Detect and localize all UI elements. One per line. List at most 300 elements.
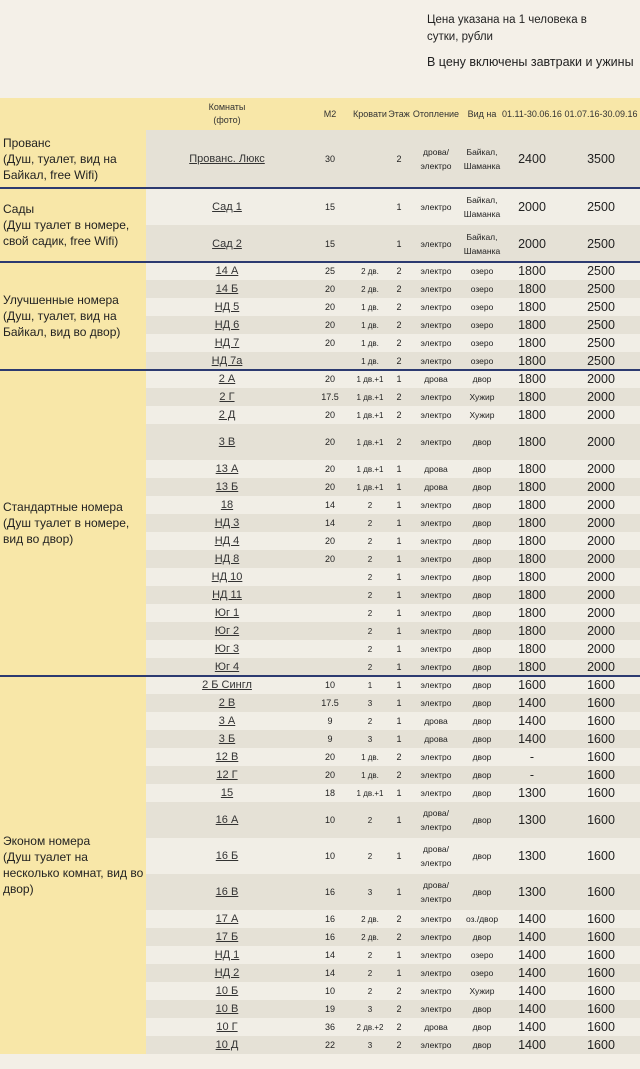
price-period2-cell: 2500 <box>587 336 615 350</box>
price-period2-cell <box>562 676 640 694</box>
room-name-link[interactable]: Юг 1 <box>214 607 240 619</box>
view-cell: двор <box>472 572 492 582</box>
price-period1-cell: 1800 <box>518 462 546 476</box>
category-label: Сады (Душ туалет в номере, свой садик, free Wifi) <box>3 202 130 248</box>
view-cell <box>462 658 502 676</box>
beds-cell: 2 дв. <box>361 914 379 924</box>
heating-cell <box>410 514 462 532</box>
beds-cell: 2 дв. <box>361 932 379 942</box>
price-period2-cell: 1600 <box>587 786 615 800</box>
beds-cell <box>352 334 388 352</box>
heating-cell: электро <box>420 356 452 366</box>
room-name-link[interactable]: 10 Г <box>216 1021 238 1033</box>
room-name-link[interactable]: НД 11 <box>212 589 242 601</box>
room-name-link[interactable]: 16 В <box>215 886 239 898</box>
view-cell <box>462 514 502 532</box>
price-period1-cell: 1800 <box>518 624 546 638</box>
price-period2-cell <box>562 946 640 964</box>
heating-cell <box>410 910 462 928</box>
room-name-link[interactable]: 2 Г <box>219 391 235 403</box>
price-period1-cell: 1400 <box>518 732 546 746</box>
room-name-cell <box>146 838 308 874</box>
area-cell <box>308 784 352 802</box>
price-period2-cell: 2500 <box>587 282 615 296</box>
floor-cell <box>388 550 410 568</box>
heating-cell <box>410 1000 462 1018</box>
price-note: Цена указана на 1 человека в сутки, рубли <box>427 14 587 43</box>
room-name-link[interactable]: Юг 4 <box>214 661 240 673</box>
area-cell: 10 <box>324 986 335 996</box>
beds-cell <box>352 424 388 460</box>
price-period1-cell <box>502 262 562 280</box>
room-name-link[interactable]: НД 4 <box>214 535 240 547</box>
room-name-link[interactable]: 13 А <box>215 463 239 475</box>
view-cell: двор <box>472 464 492 474</box>
heating-cell <box>410 784 462 802</box>
price-period1-cell <box>502 766 562 784</box>
room-name-link[interactable]: 14 А <box>215 265 239 277</box>
beds-cell: 2 <box>367 815 373 825</box>
room-name-link[interactable]: 2 А <box>218 373 236 385</box>
room-name-link[interactable]: НД 5 <box>214 301 240 313</box>
heating-cell <box>410 388 462 406</box>
beds-cell: 2 дв. <box>361 266 379 276</box>
heating-cell <box>410 694 462 712</box>
price-period1-cell <box>502 874 562 910</box>
floor-cell <box>388 712 410 730</box>
room-name-link[interactable]: 14 Б <box>215 283 239 295</box>
heating-cell: дрова <box>424 464 448 474</box>
price-period2-cell <box>562 766 640 784</box>
room-name-link[interactable]: 2 Д <box>218 409 236 421</box>
heating-cell <box>410 334 462 352</box>
price-period1-cell <box>502 676 562 694</box>
room-name-link[interactable]: 2 Б Сингл <box>202 679 252 691</box>
room-name-cell <box>146 910 308 928</box>
room-name-cell <box>146 334 308 352</box>
floor-cell: 2 <box>396 392 402 402</box>
price-period1-cell <box>502 424 562 460</box>
price-period1-cell: 1800 <box>518 300 546 314</box>
header-beds: Кровати <box>353 108 387 119</box>
floor-cell <box>388 694 410 712</box>
view-cell: двор <box>472 437 492 447</box>
price-period2-cell <box>562 1036 640 1054</box>
beds-cell: 2 <box>367 716 373 726</box>
price-period1-cell: 1800 <box>518 354 546 368</box>
price-period1-cell: 1800 <box>518 372 546 386</box>
beds-cell: 1 дв. <box>361 302 379 312</box>
price-period1-cell: 1800 <box>518 480 546 494</box>
room-name-cell <box>146 946 308 964</box>
price-period1-cell: 1800 <box>518 516 546 530</box>
area-cell: 20 <box>324 482 335 492</box>
heating-cell: электро <box>420 201 452 212</box>
view-cell: Хужир <box>469 392 495 402</box>
price-period2-cell <box>562 928 640 946</box>
room-name-link[interactable]: 12 В <box>215 751 239 763</box>
beds-cell: 3 <box>367 887 373 897</box>
beds-cell: 2 <box>367 950 373 960</box>
view-cell: озеро <box>470 266 494 276</box>
category-label: Прованс (Душ, туалет, вид на Байкал, free Wifi) <box>3 136 117 182</box>
room-name-link[interactable]: 10 Б <box>215 985 239 997</box>
floor-cell: 2 <box>396 986 402 996</box>
room-name-link[interactable]: 2 В <box>218 697 236 709</box>
room-name-cell <box>146 532 308 550</box>
view-cell: Хужир <box>469 986 495 996</box>
room-name-link[interactable]: 3 В <box>218 436 236 448</box>
view-cell <box>462 1000 502 1018</box>
room-name-link[interactable]: Юг 3 <box>214 643 240 655</box>
room-name-cell <box>146 712 308 730</box>
category-label: Эконом номера (Душ туалет на несколько комнат, вид во двор) <box>3 834 144 896</box>
room-name-link[interactable]: 13 Б <box>215 481 239 493</box>
beds-cell: 2 <box>367 662 373 672</box>
price-period2-cell: 2500 <box>587 236 615 251</box>
price-period1-cell <box>502 188 562 225</box>
floor-cell <box>388 946 410 964</box>
room-name-link[interactable]: НД 1 <box>214 949 240 961</box>
price-period2-cell <box>562 910 640 928</box>
beds-cell <box>352 550 388 568</box>
price-period2-cell <box>562 514 640 532</box>
price-period1-cell <box>502 225 562 262</box>
price-period2-cell <box>562 874 640 910</box>
room-name-link[interactable]: 15 <box>220 787 234 799</box>
heating-cell: дрова/ электро <box>420 880 452 904</box>
beds-cell <box>352 568 388 586</box>
room-name-link[interactable]: 16 А <box>215 814 239 826</box>
price-period2-cell: 1600 <box>587 912 615 926</box>
floor-cell: 1 <box>396 500 402 510</box>
view-cell <box>462 568 502 586</box>
floor-cell <box>388 766 410 784</box>
floor-cell: 2 <box>396 932 402 942</box>
beds-cell <box>352 838 388 874</box>
view-cell: двор <box>472 626 492 636</box>
view-cell: двор <box>472 788 492 798</box>
beds-cell <box>352 874 388 910</box>
heating-cell <box>410 225 462 262</box>
category-label: Улучшенные номера (Душ, туалет, вид на Байкал, вид во двор) <box>3 293 121 339</box>
room-name-link[interactable]: НД 7 <box>214 337 240 349</box>
area-cell: 10 <box>324 851 335 861</box>
heating-cell <box>410 838 462 874</box>
heating-cell <box>410 352 462 370</box>
area-cell: 10 <box>324 680 335 690</box>
room-name-cell <box>146 784 308 802</box>
room-name-link[interactable]: Прованс. Люкс <box>189 153 265 165</box>
price-period1-cell: 2400 <box>518 152 546 166</box>
price-period2-cell: 2000 <box>587 534 615 548</box>
view-cell <box>462 766 502 784</box>
heating-cell: дрова <box>424 1022 448 1032</box>
floor-cell: 2 <box>396 284 402 294</box>
room-name-link[interactable]: 12 Г <box>216 769 238 781</box>
heating-cell <box>410 676 462 694</box>
price-period1-cell <box>502 964 562 982</box>
room-name-link[interactable]: 16 Б <box>215 850 239 862</box>
floor-cell <box>388 730 410 748</box>
floor-cell <box>388 784 410 802</box>
price-period1-cell <box>502 460 562 478</box>
room-name-link[interactable]: 10 Д <box>215 1039 239 1051</box>
heating-cell <box>410 568 462 586</box>
beds-cell: 2 <box>367 572 373 582</box>
floor-cell: 1 <box>396 734 402 744</box>
price-period1-cell <box>502 586 562 604</box>
area-cell <box>308 838 352 874</box>
heating-cell: электро <box>420 680 452 690</box>
heating-cell: дрова <box>424 374 448 384</box>
area-cell <box>308 712 352 730</box>
room-name-link[interactable]: НД 2 <box>214 967 240 979</box>
beds-cell: 1 дв. <box>361 752 379 762</box>
price-period1-cell: - <box>529 768 535 782</box>
heating-cell: электро <box>420 554 452 564</box>
area-cell: 17.5 <box>321 392 339 402</box>
view-cell: двор <box>472 851 492 861</box>
price-period2-cell: 2500 <box>587 300 615 314</box>
price-period2-cell: 1600 <box>587 714 615 728</box>
heating-cell <box>410 604 462 622</box>
beds-cell: 3 <box>367 1004 373 1014</box>
area-cell <box>308 694 352 712</box>
header-m2: М2 <box>323 108 337 119</box>
price-period1-cell: 1800 <box>518 318 546 332</box>
heating-cell: электро <box>420 914 452 924</box>
beds-cell <box>352 622 388 640</box>
heating-cell <box>410 982 462 1000</box>
price-period2-cell <box>562 748 640 766</box>
area-cell <box>308 766 352 784</box>
beds-cell: 3 <box>367 1040 373 1050</box>
floor-cell: 2 <box>396 356 402 366</box>
view-cell <box>462 784 502 802</box>
price-period2-cell: 2000 <box>587 435 615 449</box>
view-cell: озеро <box>470 338 494 348</box>
beds-cell <box>352 712 388 730</box>
floor-cell: 2 <box>396 1040 402 1050</box>
heating-cell: дрова <box>424 482 448 492</box>
room-name-link[interactable]: 17 Б <box>215 931 239 943</box>
room-name-link[interactable]: НД 3 <box>214 517 240 529</box>
area-cell: 20 <box>324 464 335 474</box>
beds-cell: 2 <box>367 626 373 636</box>
area-cell: 10 <box>324 815 335 825</box>
area-cell <box>308 406 352 424</box>
view-cell: двор <box>472 815 492 825</box>
beds-cell: 3 <box>367 698 373 708</box>
floor-cell: 2 <box>396 338 402 348</box>
group-separator <box>0 369 640 371</box>
room-name-cell <box>146 640 308 658</box>
floor-cell: 1 <box>396 662 402 672</box>
room-name-cell <box>146 388 308 406</box>
heating-cell <box>410 298 462 316</box>
price-period2-cell: 2000 <box>587 588 615 602</box>
price-period1-cell <box>502 730 562 748</box>
floor-cell: 2 <box>396 154 402 164</box>
floor-cell: 2 <box>396 752 402 762</box>
price-period1-cell <box>502 712 562 730</box>
view-cell: двор <box>472 734 492 744</box>
floor-cell <box>388 188 410 225</box>
room-name-link[interactable]: НД 6 <box>214 319 240 331</box>
view-cell: Байкал, Шаманка <box>463 231 501 256</box>
room-name-link[interactable]: 3 Б <box>218 733 236 745</box>
area-cell <box>308 370 352 388</box>
view-cell <box>462 694 502 712</box>
price-period2-cell <box>562 188 640 225</box>
price-period2-cell <box>562 694 640 712</box>
heating-cell: электро <box>420 590 452 600</box>
floor-cell: 2 <box>396 302 402 312</box>
price-period2-cell: 1600 <box>587 678 615 692</box>
room-name-link[interactable]: НД 10 <box>211 571 243 583</box>
header-heating: Отопление <box>412 108 460 119</box>
area-cell <box>308 496 352 514</box>
heating-cell: дрова <box>424 734 448 744</box>
room-name-cell <box>146 514 308 532</box>
area-cell <box>308 262 352 280</box>
table-header-row <box>0 98 640 130</box>
beds-cell <box>352 694 388 712</box>
price-period2-cell: 1600 <box>587 849 615 863</box>
area-cell: 16 <box>324 914 335 924</box>
heating-cell: электро <box>420 950 452 960</box>
area-cell <box>308 532 352 550</box>
view-cell: двор <box>472 932 492 942</box>
area-cell <box>308 130 352 188</box>
floor-cell: 1 <box>396 950 402 960</box>
area-cell <box>308 1000 352 1018</box>
heating-cell: электро <box>420 437 452 447</box>
view-cell: двор <box>472 680 492 690</box>
heating-cell <box>410 964 462 982</box>
area-cell <box>308 640 352 658</box>
beds-cell: 1 дв. <box>361 770 379 780</box>
area-cell <box>308 748 352 766</box>
beds-cell <box>352 640 388 658</box>
room-name-cell <box>146 568 308 586</box>
room-name-link[interactable]: 17 А <box>215 913 239 925</box>
floor-cell <box>388 964 410 982</box>
view-cell: двор <box>472 662 492 672</box>
heating-cell <box>410 262 462 280</box>
price-period1-cell <box>502 370 562 388</box>
price-period2-cell: 2000 <box>587 408 615 422</box>
area-cell: 9 <box>327 716 333 726</box>
heating-cell: электро <box>420 932 452 942</box>
room-name-cell <box>146 928 308 946</box>
floor-cell: 1 <box>396 788 402 798</box>
beds-cell <box>352 802 388 838</box>
view-cell: двор <box>472 752 492 762</box>
floor-cell: 1 <box>396 851 402 861</box>
beds-cell: 2 <box>367 608 373 618</box>
floor-cell: 1 <box>396 698 402 708</box>
view-cell: Хужир <box>469 410 495 420</box>
heating-cell: электро <box>420 698 452 708</box>
view-cell <box>462 188 502 225</box>
price-period1-cell <box>502 982 562 1000</box>
room-name-link[interactable]: Сад 1 <box>212 200 242 213</box>
price-period1-cell: 1300 <box>518 885 546 899</box>
price-period2-cell: 1600 <box>587 813 615 827</box>
floor-cell <box>388 514 410 532</box>
beds-cell <box>352 406 388 424</box>
beds-cell: 1 дв.+1 <box>356 482 384 492</box>
price-period1-cell <box>502 658 562 676</box>
room-name-link[interactable]: 3 А <box>218 715 236 727</box>
price-period2-cell: 1600 <box>587 750 615 764</box>
view-cell <box>462 838 502 874</box>
price-period2-cell: 2000 <box>587 480 615 494</box>
area-cell <box>308 586 352 604</box>
floor-cell: 1 <box>396 464 402 474</box>
price-period2-cell <box>562 352 640 370</box>
floor-cell <box>388 316 410 334</box>
room-name-cell <box>146 496 308 514</box>
beds-cell <box>352 514 388 532</box>
price-period2-cell <box>562 478 640 496</box>
price-period2-cell <box>562 460 640 478</box>
floor-cell <box>388 982 410 1000</box>
floor-cell: 1 <box>396 374 402 384</box>
price-period2-cell <box>562 622 640 640</box>
header-floor: Этаж <box>388 108 410 119</box>
price-period1-cell: 1400 <box>518 912 546 926</box>
area-cell <box>308 604 352 622</box>
room-name-cell <box>146 964 308 982</box>
price-period2-cell <box>562 424 640 460</box>
price-period2-cell: 2000 <box>587 372 615 386</box>
price-period2-cell <box>562 298 640 316</box>
room-name-link[interactable]: Сад 2 <box>212 237 242 250</box>
view-cell <box>462 1036 502 1054</box>
area-cell <box>308 316 352 334</box>
room-name-cell <box>146 130 308 188</box>
area-cell: 14 <box>324 518 335 528</box>
area-cell: 16 <box>324 932 335 942</box>
floor-cell: 1 <box>396 887 402 897</box>
price-period1-cell <box>502 280 562 298</box>
view-cell: двор <box>472 716 492 726</box>
price-period1-cell <box>502 568 562 586</box>
beds-cell: 1 дв.+1 <box>356 410 384 420</box>
room-name-link[interactable]: Юг 2 <box>214 625 240 637</box>
floor-cell <box>388 748 410 766</box>
beds-cell: 2 <box>367 644 373 654</box>
view-cell: двор <box>472 518 492 528</box>
beds-cell <box>352 658 388 676</box>
floor-cell <box>388 130 410 188</box>
heating-cell <box>410 370 462 388</box>
category-cell <box>0 130 146 188</box>
price-period2-cell: 3500 <box>587 152 615 166</box>
room-name-link[interactable]: НД 8 <box>214 553 240 565</box>
room-name-link[interactable]: 18 <box>220 499 234 511</box>
room-name-link[interactable]: 10 В <box>215 1003 239 1015</box>
room-name-cell <box>146 352 308 370</box>
area-cell <box>308 928 352 946</box>
heating-cell <box>410 280 462 298</box>
floor-cell <box>388 334 410 352</box>
beds-cell <box>352 130 388 188</box>
room-name-link[interactable]: НД 7а <box>211 355 243 367</box>
